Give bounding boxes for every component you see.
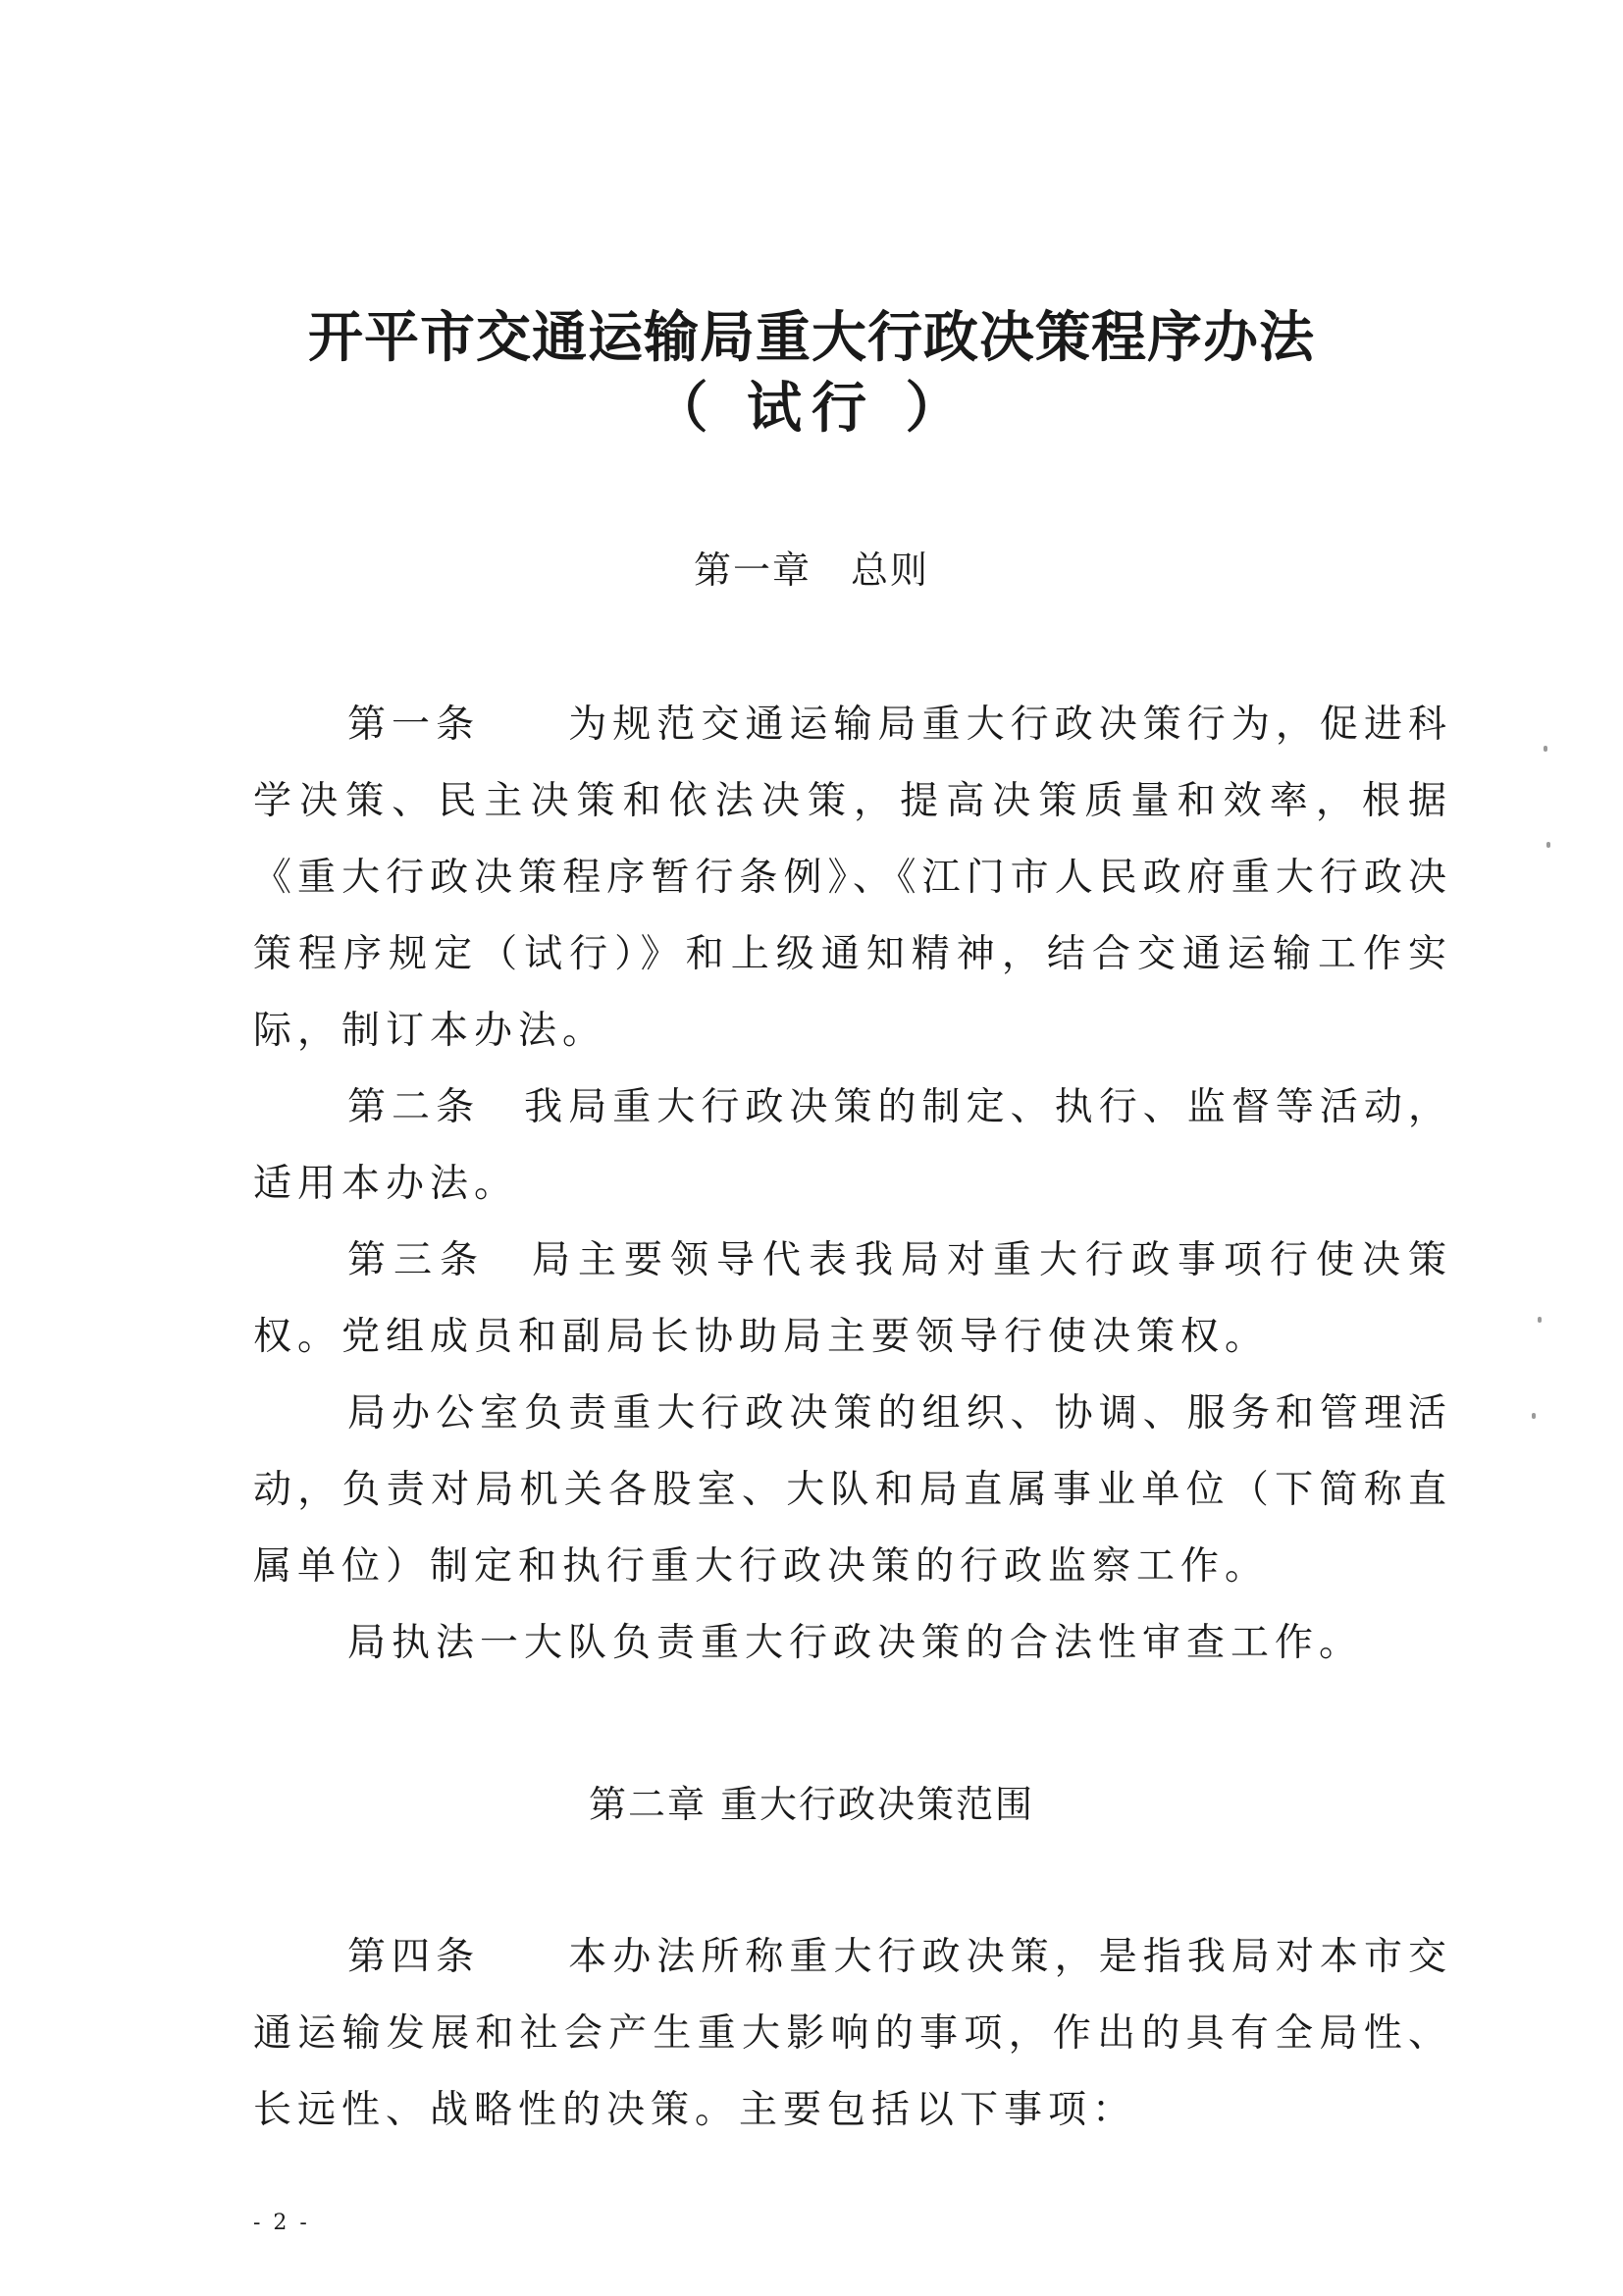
scan-speck [1538,1317,1542,1323]
article-4: 第四条 本办法所称重大行政决策，是指我局对本市交通运输发展和社会产生重大影响的事项，作出的具有全局性、长远性、战略性的决策。主要包括以下事项： [253,1935,1452,2132]
chapter-2-body [253,1919,1452,2149]
chapter-1-heading: 第一章 总则 [693,548,929,592]
document-title: 开平市交通运输局重大行政决策程序办法 [308,306,1315,370]
page-number: - 2 - [253,2211,310,2235]
article-3-legal-review: 局执法一大队负责重大行政决策的合法性审查工作。 [347,1621,1364,1665]
article-3: 第三条 局主要领导代表我局对重大行政事项行使决策权。党组成员和副局长协助局主要领导行使决策权。 [253,1238,1452,1359]
article-2: 第二条 我局重大行政决策的制定、执行、监督等活动，适用本办法。 [253,1085,1452,1206]
scan-speck [1546,842,1550,848]
chapter-1-body [253,687,1452,1682]
scan-speck [1544,746,1547,752]
chapter-2-heading: 第二章 重大行政决策范围 [588,1783,1035,1826]
scan-speck [1532,1413,1536,1419]
article-3-office-duty: 局办公室负责重大行政决策的组织、协调、服务和管理活动，负责对局机关各股室、大队和局直属事业单位（下简称直属单位）制定和执行重大行政决策的行政监察工作。 [253,1391,1452,1589]
document-subtitle: （ 试行 ） [653,377,970,441]
article-1: 第一条 为规范交通运输局重大行政决策行为，促进科学决策、民主决策和依法决策，提高决策质量和效率，根据《重大行政决策程序暂行条例》、《江门市人民政府重大行政决策程序规定（试行）》和上级通知精神，结合交通运输工作实际，制订本办法。 [253,703,1452,1053]
